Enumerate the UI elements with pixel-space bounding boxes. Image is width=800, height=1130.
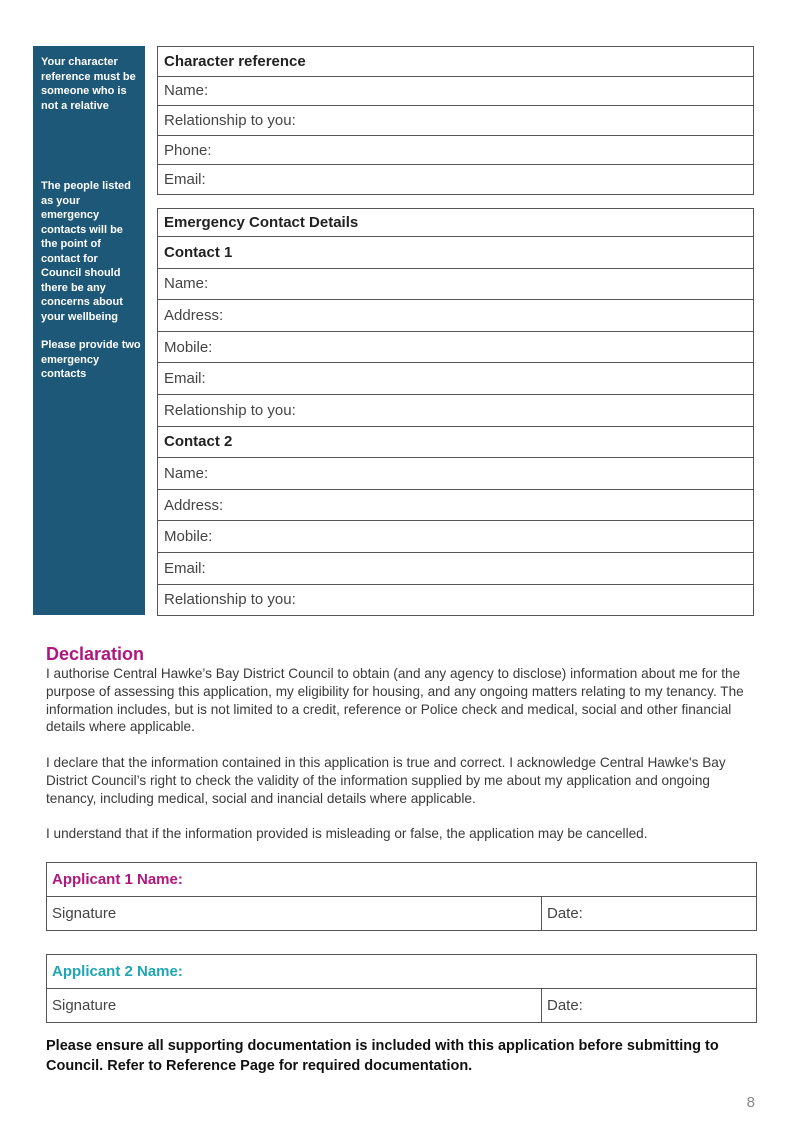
contact1-mobile-field[interactable]: Mobile: <box>158 331 754 363</box>
emergency-contacts-note: The people listed as your emergency contacts will be the point of contact for Council should there be any concerns about your wellbeing <box>41 180 131 323</box>
contact2-address-field[interactable]: Address: <box>158 489 754 521</box>
declaration-paragraph-3: I understand that if the information provided is misleading or false, the application may be cancelled. <box>46 826 648 842</box>
applicant1-signature-table <box>46 862 757 931</box>
contact2-name-field[interactable]: Name: <box>158 458 754 490</box>
two-contacts-note: Please provide two emergency contacts <box>41 339 141 380</box>
contact2-email-field[interactable]: Email: <box>158 552 754 584</box>
character-reference-heading: Character reference <box>158 47 754 77</box>
contact2-mobile-field[interactable]: Mobile: <box>158 521 754 553</box>
contact1-heading: Contact 1 <box>158 237 754 269</box>
contact1-address-field[interactable]: Address: <box>158 300 754 332</box>
page-number: 8 <box>746 1094 755 1111</box>
char-ref-phone-field[interactable]: Phone: <box>158 135 754 165</box>
declaration-paragraph-1: I authorise Central Hawke’s Bay District Council to obtain (and any agency to disclose) information about me for the purpose of assessing this application, my eligibility for housing, and any ongoing matters relating to my tenancy. The information includes, but is not limited to a credit, reference or Police check and medical, social and other financial details where applicable. <box>46 666 744 735</box>
emergency-contacts-table <box>157 208 754 616</box>
contact1-email-field[interactable]: Email: <box>158 363 754 395</box>
declaration-paragraph-2: I declare that the information contained in this application is true and correct. I acknowledge Central Hawke's Bay District Council’s right to check the validity of the information supplied by me about my application and ongoing tenancy, including medical, social and inancial details where applicable. <box>46 754 726 806</box>
applicant1-date-field[interactable]: Date: <box>542 897 757 931</box>
applicant2-signature-table <box>46 954 757 1023</box>
character-reference-table <box>157 46 754 195</box>
char-ref-email-field[interactable]: Email: <box>158 165 754 195</box>
char-ref-relationship-field[interactable]: Relationship to you: <box>158 106 754 136</box>
contact1-name-field[interactable]: Name: <box>158 268 754 300</box>
applicant2-name-field[interactable]: Applicant 2 Name: <box>47 955 757 989</box>
char-ref-name-field[interactable]: Name: <box>158 76 754 106</box>
supporting-documentation-note: Please ensure all supporting documentation is included with this application before submitting to Council. Refer to Reference Page for required documentation. <box>46 1038 719 1074</box>
applicant2-signature-field[interactable]: Signature <box>47 989 542 1023</box>
applicant1-signature-field[interactable]: Signature <box>47 897 542 931</box>
applicant1-name-field[interactable]: Applicant 1 Name: <box>47 863 757 897</box>
contact1-relationship-field[interactable]: Relationship to you: <box>158 394 754 426</box>
sidebar-notes <box>33 46 145 615</box>
applicant2-date-field[interactable]: Date: <box>542 989 757 1023</box>
emergency-heading: Emergency Contact Details <box>158 209 754 237</box>
declaration-section <box>46 643 758 843</box>
contact2-relationship-field[interactable]: Relationship to you: <box>158 584 754 616</box>
declaration-title: Declaration <box>46 644 145 664</box>
contact2-heading: Contact 2 <box>158 426 754 458</box>
character-reference-note: Your character reference must be someone who is not a relative <box>41 56 136 112</box>
